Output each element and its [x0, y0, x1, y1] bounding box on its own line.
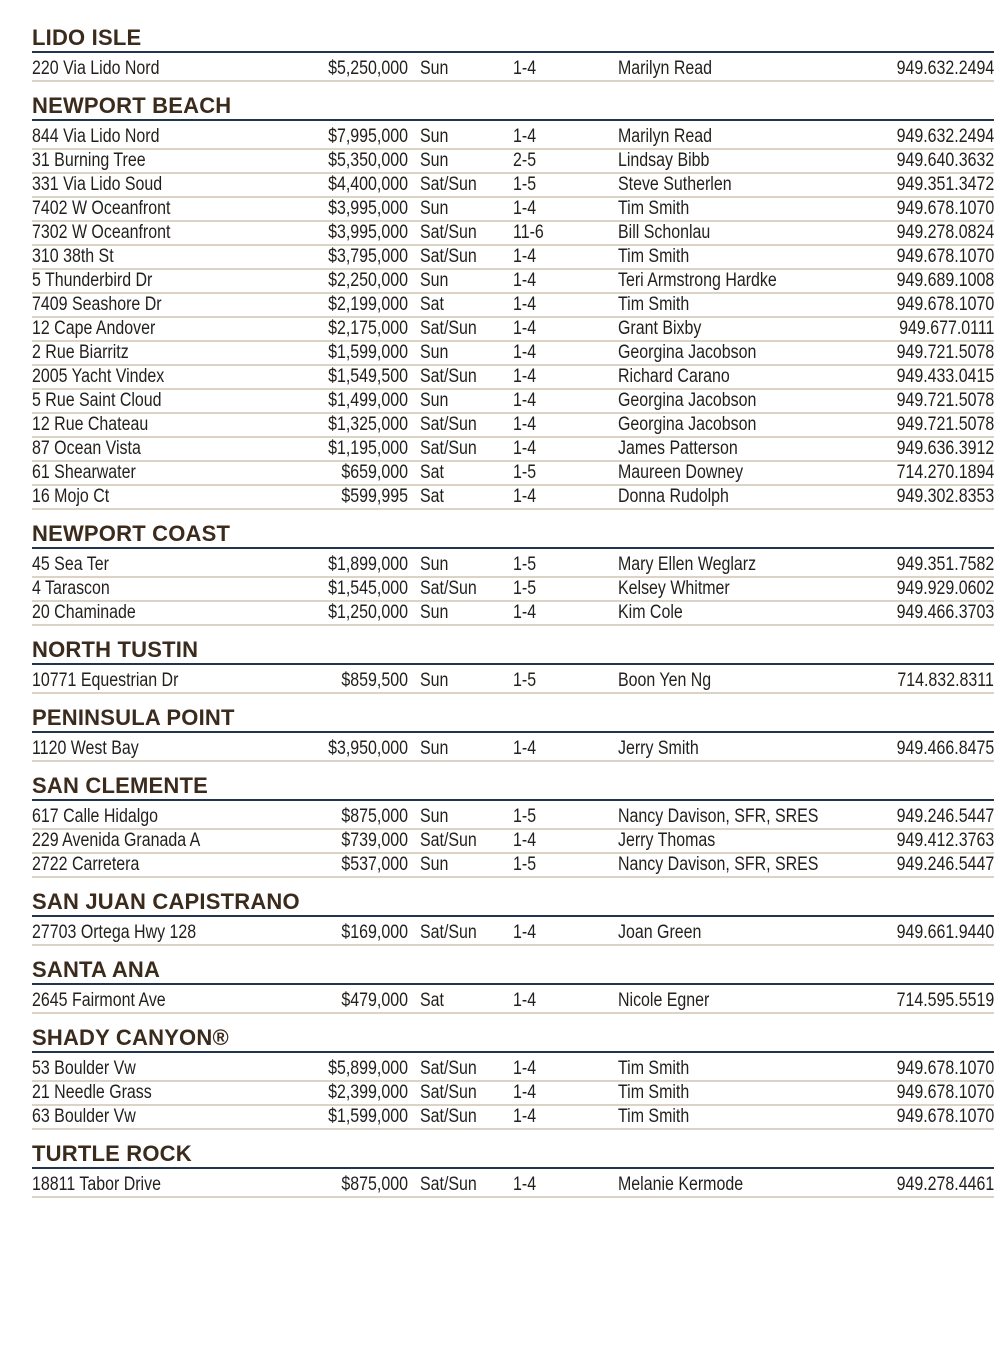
area-heading: SAN CLEMENTE [32, 774, 994, 801]
listing-time: 1-4 [513, 830, 537, 851]
listing-day: Sat/Sun [420, 830, 477, 851]
listing-address: 2722 Carretera [32, 854, 140, 875]
listing-phone: 949.412.3763 [896, 830, 994, 851]
listing-agent: Jerry Smith [618, 738, 699, 759]
listing-phone: 949.636.3912 [896, 438, 994, 459]
listing-time: 1-4 [513, 246, 537, 267]
listing-day: Sat/Sun [420, 246, 477, 267]
listing-address: 18811 Tabor Drive [32, 1174, 161, 1195]
listing-phone: 949.678.1070 [896, 294, 994, 315]
listing-row [32, 246, 994, 270]
area-section [32, 958, 994, 1014]
area-section [32, 774, 994, 878]
listing-time: 1-4 [513, 342, 537, 363]
listing-agent: Lindsay Bibb [618, 150, 710, 171]
listing-row [32, 806, 994, 830]
listing-row [32, 150, 994, 174]
listing-price: $659,000 [341, 462, 408, 483]
listing-row [32, 922, 994, 946]
listing-phone: 949.678.1070 [896, 1106, 994, 1127]
listing-day: Sat/Sun [420, 578, 477, 599]
listing-agent: Tim Smith [618, 1058, 690, 1079]
listing-row [32, 126, 994, 150]
listing-row [32, 602, 994, 626]
listing-agent: Boon Yen Ng [618, 670, 712, 691]
listing-row [32, 174, 994, 198]
listing-address: 45 Sea Ter [32, 554, 109, 575]
area-section [32, 26, 994, 82]
listing-phone: 949.466.3703 [896, 602, 994, 623]
listing-address: 53 Boulder Vw [32, 1058, 136, 1079]
listing-price: $739,000 [341, 830, 408, 851]
listing-price: $1,599,000 [328, 342, 408, 363]
listing-day: Sun [420, 58, 449, 79]
listing-address: 2005 Yacht Vindex [32, 366, 165, 387]
listing-price: $5,350,000 [328, 150, 408, 171]
listing-price: $3,995,000 [328, 198, 408, 219]
listing-phone: 949.721.5078 [896, 390, 994, 411]
listing-row [32, 578, 994, 602]
listing-time: 1-4 [513, 1058, 537, 1079]
listing-price: $599,995 [341, 486, 408, 507]
listing-price: $2,175,000 [328, 318, 408, 339]
listing-agent: Nancy Davison, SFR, SRES [618, 806, 819, 827]
listing-price: $3,995,000 [328, 222, 408, 243]
listing-time: 1-5 [513, 554, 537, 575]
area-heading: NORTH TUSTIN [32, 638, 994, 665]
listing-day: Sat [420, 486, 444, 507]
listing-agent: Richard Carano [618, 366, 730, 387]
listing-agent: Jerry Thomas [618, 830, 716, 851]
listing-phone: 714.270.1894 [896, 462, 994, 483]
listing-address: 20 Chaminade [32, 602, 136, 623]
listing-time: 1-5 [513, 174, 537, 195]
area-section [32, 522, 994, 626]
listing-address: 61 Shearwater [32, 462, 136, 483]
listing-agent: Melanie Kermode [618, 1174, 744, 1195]
area-heading: SHADY CANYON® [32, 1026, 994, 1053]
listing-address: 87 Ocean Vista [32, 438, 141, 459]
listing-phone: 949.678.1070 [896, 1058, 994, 1079]
area-section [32, 1142, 994, 1198]
listing-row [32, 1174, 994, 1198]
listing-address: 12 Rue Chateau [32, 414, 149, 435]
listing-price: $859,500 [341, 670, 408, 691]
listing-phone: 949.929.0602 [896, 578, 994, 599]
listing-time: 1-4 [513, 486, 537, 507]
listing-address: 617 Calle Hidalgo [32, 806, 158, 827]
listing-address: 10771 Equestrian Dr [32, 670, 179, 691]
listing-price: $7,995,000 [328, 126, 408, 147]
listing-agent: Tim Smith [618, 246, 690, 267]
listing-day: Sat/Sun [420, 414, 477, 435]
listing-time: 1-4 [513, 414, 537, 435]
listing-agent: Grant Bixby [618, 318, 702, 339]
listing-address: 2645 Fairmont Ave [32, 990, 166, 1011]
listing-address: 16 Mojo Ct [32, 486, 110, 507]
listing-day: Sun [420, 806, 449, 827]
listing-price: $1,325,000 [328, 414, 408, 435]
area-heading: LIDO ISLE [32, 26, 994, 53]
listing-address: 844 Via Lido Nord [32, 126, 160, 147]
listing-time: 1-4 [513, 922, 537, 943]
listing-row [32, 294, 994, 318]
listing-price: $4,400,000 [328, 174, 408, 195]
area-heading: NEWPORT BEACH [32, 94, 994, 121]
listing-time: 1-4 [513, 198, 537, 219]
listing-row [32, 462, 994, 486]
listing-price: $5,899,000 [328, 1058, 408, 1079]
listing-agent: Marilyn Read [618, 58, 713, 79]
listing-row [32, 198, 994, 222]
listing-time: 1-4 [513, 390, 537, 411]
listing-agent: Kim Cole [618, 602, 683, 623]
listing-price: $479,000 [341, 990, 408, 1011]
listing-row [32, 486, 994, 510]
listing-phone: 949.466.8475 [896, 738, 994, 759]
listing-phone: 949.678.1070 [896, 198, 994, 219]
listing-time: 11-6 [513, 222, 544, 243]
listing-day: Sun [420, 150, 449, 171]
listing-address: 7409 Seashore Dr [32, 294, 162, 315]
listing-address: 331 Via Lido Soud [32, 174, 163, 195]
listing-price: $1,250,000 [328, 602, 408, 623]
listing-address: 12 Cape Andover [32, 318, 156, 339]
listing-day: Sun [420, 390, 449, 411]
listing-row [32, 854, 994, 878]
listing-time: 1-4 [513, 990, 537, 1011]
listing-phone: 949.246.5447 [896, 854, 994, 875]
listing-day: Sun [420, 198, 449, 219]
listing-time: 1-5 [513, 670, 537, 691]
listing-time: 1-4 [513, 318, 537, 339]
listing-row [32, 366, 994, 390]
area-section [32, 706, 994, 762]
listing-day: Sat/Sun [420, 318, 477, 339]
listing-agent: Tim Smith [618, 1082, 690, 1103]
listing-time: 1-5 [513, 854, 537, 875]
listing-phone: 949.351.7582 [896, 554, 994, 575]
listing-time: 1-4 [513, 270, 537, 291]
listing-phone: 949.721.5078 [896, 342, 994, 363]
listing-time: 1-4 [513, 1174, 537, 1195]
listing-time: 1-5 [513, 578, 537, 599]
area-heading: SANTA ANA [32, 958, 994, 985]
listing-address: 229 Avenida Granada A [32, 830, 201, 851]
listing-price: $169,000 [341, 922, 408, 943]
listing-address: 5 Rue Saint Cloud [32, 390, 162, 411]
listing-agent: Teri Armstrong Hardke [618, 270, 777, 291]
listing-day: Sat/Sun [420, 366, 477, 387]
listing-row [32, 830, 994, 854]
listing-row [32, 414, 994, 438]
listing-day: Sat/Sun [420, 1082, 477, 1103]
listing-price: $1,499,000 [328, 390, 408, 411]
listing-phone: 949.678.1070 [896, 1082, 994, 1103]
listing-price: $3,950,000 [328, 738, 408, 759]
listing-phone: 949.278.4461 [896, 1174, 994, 1195]
open-house-listings [32, 26, 994, 1198]
listing-phone: 949.433.0415 [896, 366, 994, 387]
listing-address: 21 Needle Grass [32, 1082, 152, 1103]
listing-phone: 949.302.8353 [896, 486, 994, 507]
listing-row [32, 1082, 994, 1106]
listing-day: Sat/Sun [420, 438, 477, 459]
listing-phone: 949.632.2494 [896, 58, 994, 79]
listing-row [32, 318, 994, 342]
area-heading: PENINSULA POINT [32, 706, 994, 733]
listing-agent: Nancy Davison, SFR, SRES [618, 854, 819, 875]
listing-row [32, 438, 994, 462]
listing-day: Sat [420, 294, 444, 315]
listing-phone: 714.595.5519 [896, 990, 994, 1011]
listing-agent: Joan Green [618, 922, 702, 943]
listing-phone: 949.246.5447 [896, 806, 994, 827]
listing-day: Sun [420, 854, 449, 875]
listing-time: 1-4 [513, 366, 537, 387]
listing-phone: 714.832.8311 [897, 670, 994, 691]
listing-address: 1120 West Bay [32, 738, 139, 759]
area-heading: NEWPORT COAST [32, 522, 994, 549]
listing-agent: Tim Smith [618, 294, 690, 315]
listing-agent: Georgina Jacobson [618, 414, 757, 435]
listing-address: 2 Rue Biarritz [32, 342, 129, 363]
listing-agent: Marilyn Read [618, 126, 713, 147]
listing-time: 1-4 [513, 126, 537, 147]
area-section [32, 638, 994, 694]
listing-row [32, 1058, 994, 1082]
listing-address: 7402 W Oceanfront [32, 198, 171, 219]
listing-row [32, 58, 994, 82]
area-section [32, 1026, 994, 1130]
listing-row [32, 670, 994, 694]
listing-row [32, 554, 994, 578]
listing-time: 1-4 [513, 602, 537, 623]
listing-time: 2-5 [513, 150, 537, 171]
listing-address: 310 38th St [32, 246, 114, 267]
listing-time: 1-4 [513, 58, 537, 79]
area-heading: TURTLE ROCK [32, 1142, 994, 1169]
listing-price: $1,545,000 [328, 578, 408, 599]
listing-phone: 949.278.0824 [896, 222, 994, 243]
listing-day: Sun [420, 738, 449, 759]
listing-phone: 949.640.3632 [896, 150, 994, 171]
listing-day: Sat/Sun [420, 1106, 477, 1127]
listing-price: $2,250,000 [328, 270, 408, 291]
listing-row [32, 738, 994, 762]
listing-row [32, 1106, 994, 1130]
listing-phone: 949.661.9440 [896, 922, 994, 943]
listing-day: Sun [420, 126, 449, 147]
area-section [32, 94, 994, 510]
listing-row [32, 390, 994, 414]
listing-price: $1,195,000 [328, 438, 408, 459]
listing-phone: 949.678.1070 [896, 246, 994, 267]
listing-price: $2,399,000 [328, 1082, 408, 1103]
listing-address: 5 Thunderbird Dr [32, 270, 153, 291]
listing-day: Sun [420, 342, 449, 363]
area-section [32, 890, 994, 946]
listing-day: Sat [420, 462, 444, 483]
listing-address: 7302 W Oceanfront [32, 222, 171, 243]
listing-time: 1-4 [513, 738, 537, 759]
listing-time: 1-4 [513, 438, 537, 459]
listing-phone: 949.689.1008 [896, 270, 994, 291]
listing-price: $1,599,000 [328, 1106, 408, 1127]
listing-day: Sat/Sun [420, 922, 477, 943]
listing-row [32, 990, 994, 1014]
listing-price: $3,795,000 [328, 246, 408, 267]
listing-agent: Nicole Egner [618, 990, 710, 1011]
listing-row [32, 270, 994, 294]
listing-day: Sun [420, 554, 449, 575]
listing-price: $1,899,000 [328, 554, 408, 575]
listing-price: $537,000 [341, 854, 408, 875]
listing-day: Sat/Sun [420, 1058, 477, 1079]
listing-agent: Georgina Jacobson [618, 390, 757, 411]
listing-phone: 949.632.2494 [896, 126, 994, 147]
listing-day: Sat/Sun [420, 174, 477, 195]
listing-time: 1-5 [513, 806, 537, 827]
listing-day: Sat/Sun [420, 1174, 477, 1195]
listing-day: Sat/Sun [420, 222, 477, 243]
listing-agent: Tim Smith [618, 1106, 690, 1127]
listing-time: 1-4 [513, 294, 537, 315]
listing-address: 220 Via Lido Nord [32, 58, 160, 79]
listing-address: 63 Boulder Vw [32, 1106, 136, 1127]
listing-price: $1,549,500 [328, 366, 408, 387]
listing-phone: 949.721.5078 [896, 414, 994, 435]
listing-row [32, 342, 994, 366]
listing-price: $5,250,000 [328, 58, 408, 79]
listing-agent: James Patterson [618, 438, 738, 459]
listing-time: 1-4 [513, 1082, 537, 1103]
listing-price: $875,000 [341, 1174, 408, 1195]
listing-row [32, 222, 994, 246]
listing-day: Sun [420, 602, 449, 623]
listing-day: Sun [420, 670, 449, 691]
area-heading: SAN JUAN CAPISTRANO [32, 890, 994, 917]
listing-price: $2,199,000 [328, 294, 408, 315]
listing-agent: Maureen Downey [618, 462, 744, 483]
listing-day: Sat [420, 990, 444, 1011]
listing-agent: Mary Ellen Weglarz [618, 554, 757, 575]
listing-day: Sun [420, 270, 449, 291]
listing-price: $875,000 [341, 806, 408, 827]
listing-phone: 949.677.0111 [898, 318, 994, 339]
listing-time: 1-4 [513, 1106, 537, 1127]
listing-address: 4 Tarascon [32, 578, 110, 599]
listing-phone: 949.351.3472 [896, 174, 994, 195]
listing-agent: Kelsey Whitmer [618, 578, 730, 599]
listing-address: 27703 Ortega Hwy 128 [32, 922, 197, 943]
listing-agent: Donna Rudolph [618, 486, 729, 507]
listing-agent: Tim Smith [618, 198, 690, 219]
listing-agent: Bill Schonlau [618, 222, 711, 243]
listing-agent: Steve Sutherlen [618, 174, 732, 195]
listing-time: 1-5 [513, 462, 537, 483]
listing-address: 31 Burning Tree [32, 150, 146, 171]
listing-agent: Georgina Jacobson [618, 342, 757, 363]
